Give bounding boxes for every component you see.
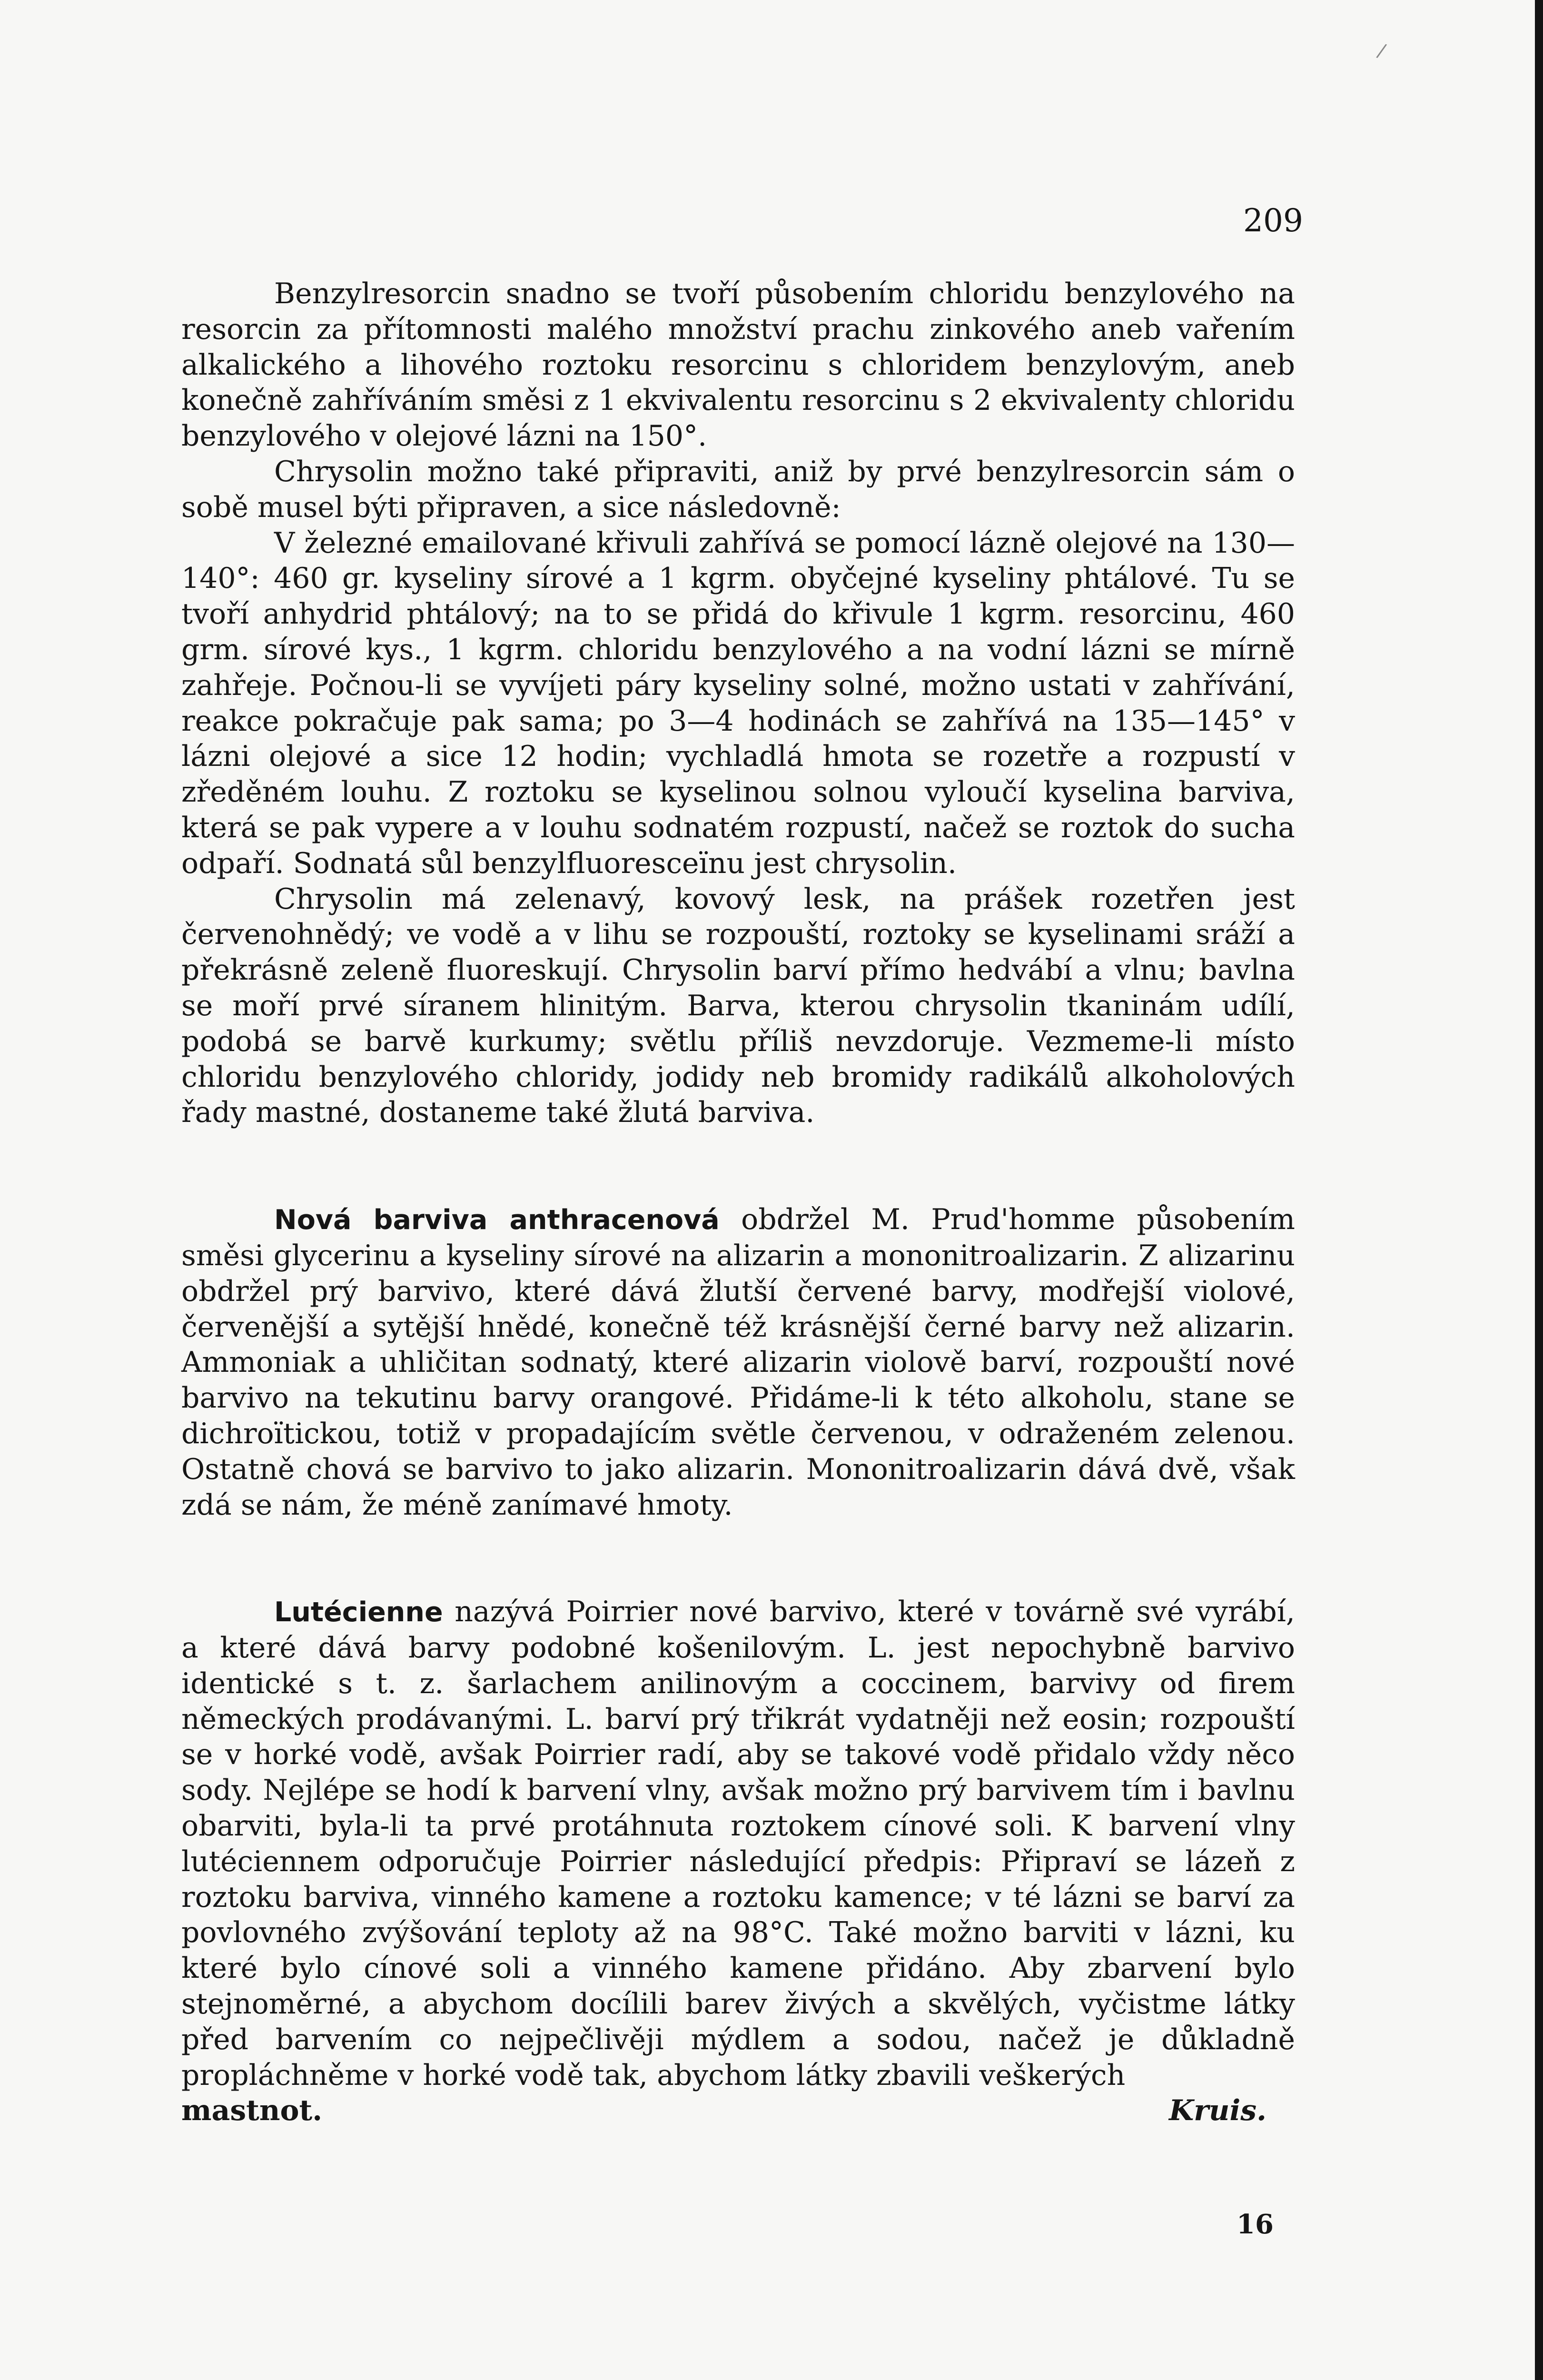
paragraph-benzylresorcin: Benzylresorcin snadno se tvoří působením chloridu benzylového na resorcin za přítomnosti malého množství prachu zinkového aneb vařením alkalického a lihového roztoku resorcinu s chloridem benzylovým, aneb konečně zahříváním směsi z 1 ekvivalentu resorcinu s 2 ekvivalenty chloridu benzylového v olejové lázni na 150°. xyxy=(181,277,1295,453)
paragraph-chrysolin-preparation: Chrysolin možno také připraviti, aniž by prvé benzylresorcin sám o sobě musel býti připraven, a sice následovně: xyxy=(181,455,1295,524)
section-heading-lutecienne: Lutécienne xyxy=(274,1597,443,1628)
paragraph-lutecienne xyxy=(181,1594,1295,2093)
paragraph-procedure: V železné emailované křivuli zahřívá se pomocí lázně olejové na 130—140°: 460 gr. kyseliny sírové a 1 kgrm. obyčejné kyseliny phtálové. Tu se tvoří anhydrid phtálový; na to se přidá do křivule 1 kgrm. resorcinu, 460 grm. sírové kys., 1 kgrm. chloridu benzylového a na vodní lázni se mírně zahřeje. Počnou-li se vyvíjeti páry kyseliny solné, možno ustati v zahřívání, reakce pokračuje pak sama; po 3—4 hodinách se zahřívá na 135—145° v lázni olejové a sice 12 hodin; vychladlá hmota se rozetře a rozpustí v zředěném louhu. Z roztoku se kyselinou solnou vyloučí kyselina barviva, která se pak vypere a v louhu sodnatém rozpustí, načež se roztok do sucha odpaří. Sodnatá sůl benzylfluoresceïnu jest chrysolin. xyxy=(181,526,1295,880)
page-number: 209 xyxy=(1243,202,1303,239)
paragraph-chrysolin-properties: Chrysolin má zelenavý, kovový lesk, na prášek rozetřen jest červenohnědý; ve vodě a v lihu se rozpouští, roztoky se kyselinami sráží a překrásně zeleně fluoreskují. Chrysolin barví přímo hedvábí a vlnu; bavlna se moří prvé síranem hlinitým. Barva, kterou chrysolin tkaninám udílí, podobá se barvě kurkumy; světlu příliš nevzdoruje. Vezmeme-li místo chloridu benzylového chloridy, jodidy neb bromidy radikálů alkoholových řady mastné, dostaneme také žlutá barviva. xyxy=(181,882,1295,1130)
article-body xyxy=(181,276,1295,2129)
paragraph-anthracene-text: obdržel M. Prud'homme působením směsi glycerinu a kyseliny sírové na alizarin a mononitroalizarin. Z alizarinu obdržel prý barvivo, které dává žlutší červené barvy, modřejší violové, červenější a sytější hnědé, konečně též krásnější černé barvy než alizarin. Ammoniak a uhličitan sodnatý, které alizarin violově barví, rozpouští nové barvivo na tekutinu barvy orangové. Přidáme-li k této alkoholu, stane se dichroïtickou, totiž v propadajícím světle červenou, v odraženém zelenou. Ostatně chová se barvivo to jako alizarin. Mononitroalizarin dává dvě, však zdá se nám, že méně zanímavé hmoty. xyxy=(181,1203,1295,1522)
section-heading-anthracene: Nová barviva anthracenová xyxy=(274,1204,720,1236)
author-signature: Kruis. xyxy=(1169,2094,1266,2128)
printer-signature-mark: 16 xyxy=(1236,2209,1274,2240)
paragraph-anthracene-dyes xyxy=(181,1202,1295,1523)
paragraph-lutecienne-text: nazývá Poirrier nové barvivo, které v továrně své vyrábí, a které dává barvy podobné košenilovým. L. jest nepochybně barvivo identické s t. z. šarlachem anilinovým a coccinem, barvivy od firem německých prodávanými. L. barví prý třikrát vydatněji než eosin; rozpouští se v horké vodě, avšak Poirrier radí, aby se takové vodě přidalo vždy něco sody. Nejlépe se hodí k barvení vlny, avšak možno prý barvivem tím i bavlnu obarviti, byla-li ta prvé protáhnuta roztokem cínové soli. K barvení vlny lutéciennem odporučuje Poirrier následující předpis: Připraví se lázeň z roztoku barviva, vinného kamene a roztoku kamence; v té lázni se barví za povlovného zvýšování teploty až na 98°C. Také možno barviti v lázni, ku které bylo cínové soli a vinného kamene přidáno. Aby zbarvení bylo stejnoměrné, a abychom docílili barev živých a skvělých, vyčistme látky před barvením co nejpečlivěji mýdlem a sodou, načež je důkladně propláchněme v horké vodě tak, abychom látky zbavili veškerých xyxy=(181,1595,1295,2092)
margin-mark: / xyxy=(1375,40,1388,62)
closing-line xyxy=(181,2093,1295,2129)
scan-border xyxy=(1535,0,1543,2380)
closing-word: mastnot. xyxy=(181,2094,323,2128)
